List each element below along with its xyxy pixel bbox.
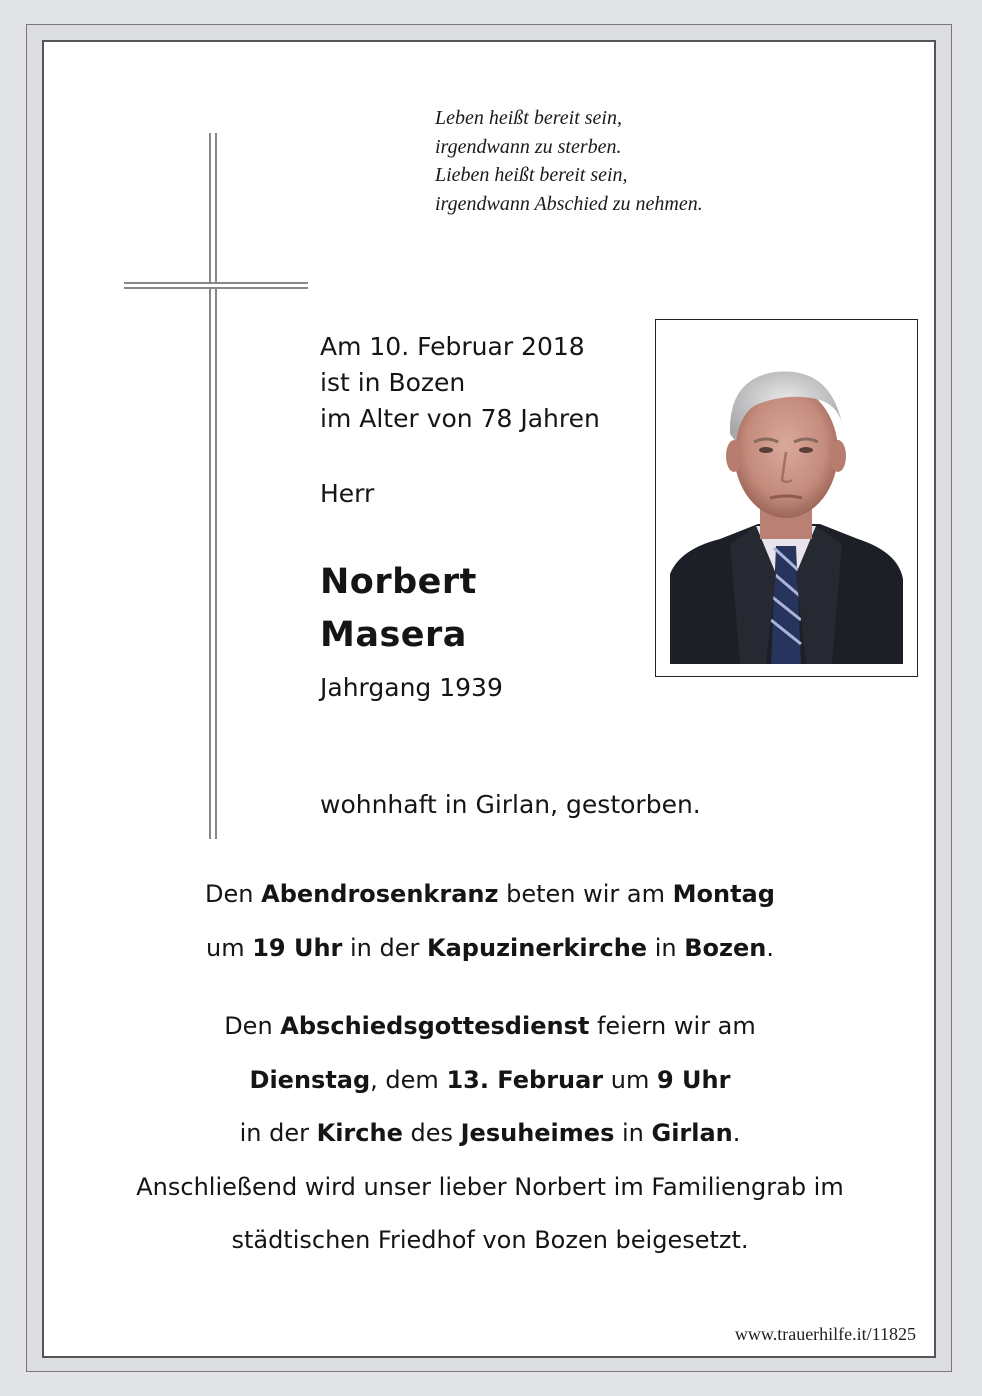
deceased-name [320, 556, 477, 662]
rosary-church: Kapuzinerkirche [427, 934, 648, 962]
text-segment: Den [224, 1012, 281, 1040]
text-segment: in [647, 934, 685, 962]
rosary-title: Abendrosenkranz [261, 880, 499, 908]
service-date: 13. Februar [446, 1065, 604, 1094]
first-name: Norbert [320, 562, 477, 602]
service-line-1 [80, 1000, 900, 1054]
service-line-3 [80, 1107, 900, 1161]
text-segment: . [732, 1119, 741, 1147]
service-line-2 [80, 1054, 900, 1108]
last-name: Masera [320, 615, 467, 655]
rosary-city: Bozen [684, 934, 767, 962]
motto-line: irgendwann zu sterben. [435, 135, 622, 158]
burial-line-2: städtischen Friedhof von Bozen beigesetzt. [231, 1226, 749, 1254]
service-time: 9 Uhr [657, 1065, 731, 1094]
death-age-line: im Alter von 78 Jahren [320, 404, 600, 433]
salutation: Herr [320, 479, 375, 508]
service-village: Girlan [651, 1119, 733, 1147]
portrait-photo [670, 334, 903, 664]
text-segment: um [205, 934, 253, 962]
service-day: Dienstag [249, 1065, 371, 1094]
text-segment: Den [205, 880, 262, 908]
service-church: Kirche [316, 1119, 403, 1147]
service-title: Abschiedsgottesdienst [280, 1012, 590, 1040]
text-segment: beten wir am [498, 880, 673, 908]
cross-icon-vertical-beam [209, 133, 217, 839]
death-date-line: Am 10. Februar 2018 [320, 332, 585, 361]
residence-line: wohnhaft in Girlan, gestorben. [320, 790, 701, 819]
text-segment: feiern wir am [589, 1012, 756, 1040]
text-segment: in [614, 1119, 652, 1147]
motto-line: irgendwann Abschied zu nehmen. [435, 192, 703, 215]
motto-line: Leben heißt bereit sein, [435, 107, 622, 129]
portrait-image [670, 334, 903, 664]
text-segment: , dem [370, 1065, 447, 1094]
death-place-line: ist in Bozen [320, 368, 466, 397]
rosary-line-1 [80, 867, 900, 921]
cross-icon-horizontal-beam [124, 282, 308, 289]
rosary-line-2 [80, 921, 900, 975]
rosary-day: Montag [672, 880, 775, 908]
text-segment: um [603, 1065, 657, 1094]
motto-poem [435, 104, 835, 218]
rosary-time: 19 Uhr [252, 934, 343, 962]
portrait-frame [655, 319, 918, 677]
footer-url: www.trauerhilfe.it/11825 [734, 1324, 916, 1344]
death-info [320, 329, 600, 437]
text-segment: . [766, 934, 774, 962]
text-segment: in der [342, 934, 428, 962]
service-institution: Jesuheimes [460, 1119, 615, 1147]
text-segment: des [402, 1119, 461, 1147]
text-segment: in der [239, 1119, 317, 1147]
rosary-announcement [80, 867, 900, 975]
motto-line: Lieben heißt bereit sein, [435, 164, 628, 186]
birth-year: Jahrgang 1939 [320, 673, 503, 702]
service-announcement [80, 1000, 900, 1268]
burial-line-1: Anschließend wird unser lieber Norbert im Familiengrab im [136, 1172, 844, 1201]
